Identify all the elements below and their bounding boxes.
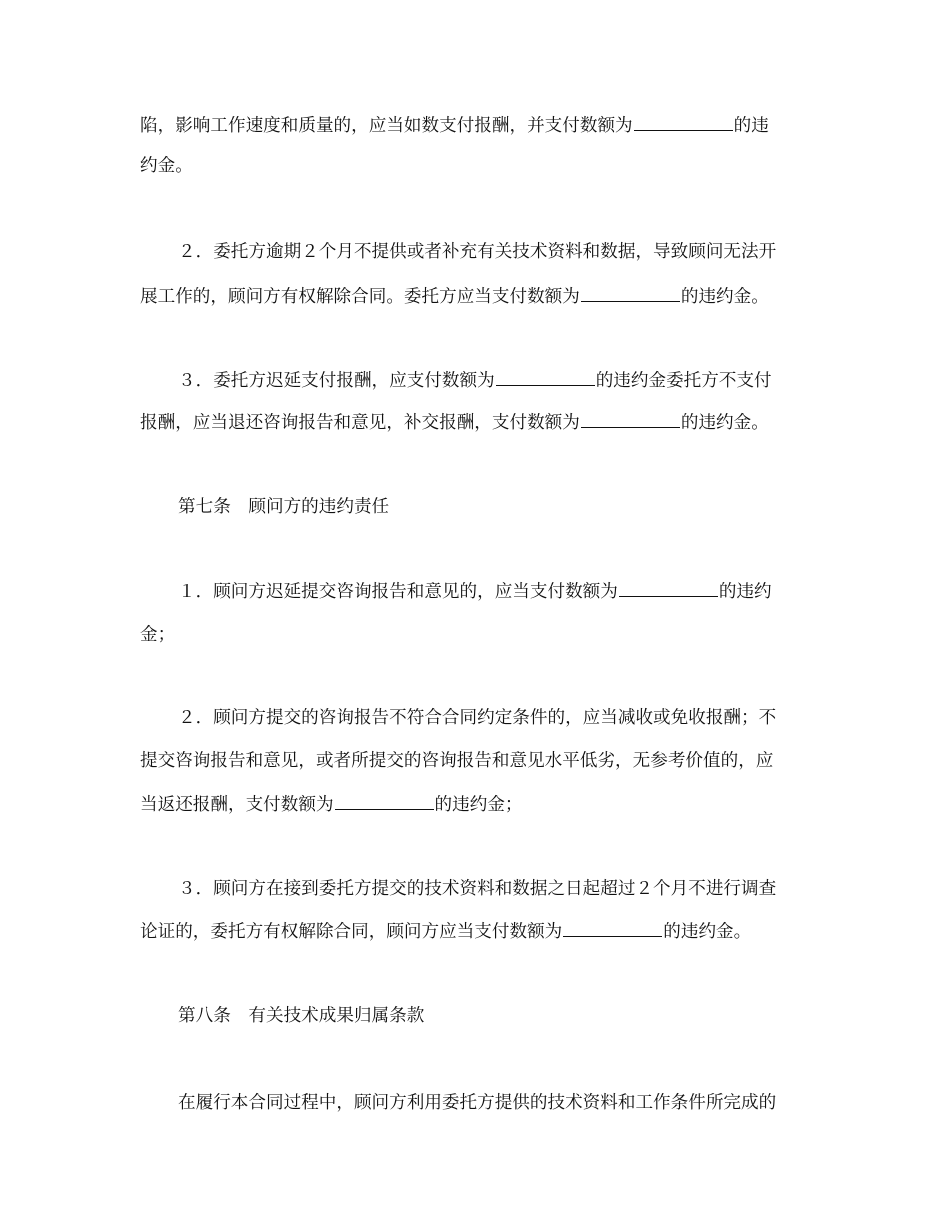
text-segment: ３．委托方迟延支付报酬，应支付数额为: [178, 371, 495, 391]
text-segment: 陷，影响工作速度和质量的，应当如数支付报酬，并支付数额为: [140, 116, 633, 136]
fill-in-blank: [335, 808, 434, 810]
text-segment: １．顾问方迟延提交咨询报告和意见的，应当支付数额为: [178, 582, 618, 602]
fill-in-blank: [634, 129, 733, 131]
article-heading: [0, 496, 950, 518]
text-segment: 约金。: [140, 156, 193, 176]
text-line: [0, 624, 950, 646]
fill-in-blank: [581, 300, 680, 302]
text-segment: 的违约金委托方不支付: [595, 371, 772, 391]
text-line: [0, 921, 950, 943]
text-line: [0, 155, 950, 177]
paragraph-first-line: [0, 241, 950, 263]
fill-in-blank: [563, 935, 662, 937]
text-segment: 报酬，应当退还咨询报告和意见，补交报酬，支付数额为: [140, 413, 580, 433]
fill-in-blank: [496, 384, 595, 386]
paragraph-first-line: [0, 1092, 950, 1114]
text-line: [0, 412, 950, 434]
text-line: [0, 115, 950, 137]
text-segment: 提交咨询报告和意见，或者所提交的咨询报告和意见水平低劣，无参考价值的，应: [140, 751, 774, 771]
article-heading: [0, 1005, 950, 1027]
text-segment: 的违约: [718, 582, 772, 602]
text-segment: 在履行本合同过程中，顾问方利用委托方提供的技术资料和工作条件所完成的: [178, 1093, 777, 1113]
text-segment: 当返还报酬，支付数额为: [140, 795, 334, 815]
paragraph-first-line: [0, 370, 950, 392]
text-segment: 第八条 有关技术成果归属条款: [178, 1006, 425, 1026]
text-segment: 的违约金。: [680, 413, 769, 433]
paragraph-first-line: [0, 878, 950, 900]
text-segment: 的违: [733, 116, 769, 136]
fill-in-blank: [619, 595, 718, 597]
text-segment: 展工作的，顾问方有权解除合同。委托方应当支付数额为: [140, 287, 580, 307]
text-line: [0, 286, 950, 308]
text-segment: 金；: [140, 625, 176, 645]
paragraph-first-line: [0, 707, 950, 729]
text-segment: ３．顾问方在接到委托方提交的技术资料和数据之日起超过２个月不进行调查: [178, 879, 777, 899]
text-segment: 的违约金；: [434, 795, 523, 815]
text-segment: ２．顾问方提交的咨询报告不符合合同约定条件的，应当减收或免收报酬；不: [178, 708, 777, 728]
text-segment: 的违约金。: [663, 922, 752, 942]
text-segment: 的违约金。: [680, 287, 769, 307]
text-segment: 第七条 顾问方的违约责任: [178, 497, 390, 517]
text-segment: 论证的，委托方有权解除合同，顾问方应当支付数额为: [140, 922, 563, 942]
fill-in-blank: [581, 426, 680, 428]
text-line: [0, 794, 950, 816]
text-line: [0, 750, 950, 772]
text-segment: ２．委托方逾期２个月不提供或者补充有关技术资料和数据，导致顾问无法开: [178, 242, 777, 262]
paragraph-first-line: [0, 581, 950, 603]
